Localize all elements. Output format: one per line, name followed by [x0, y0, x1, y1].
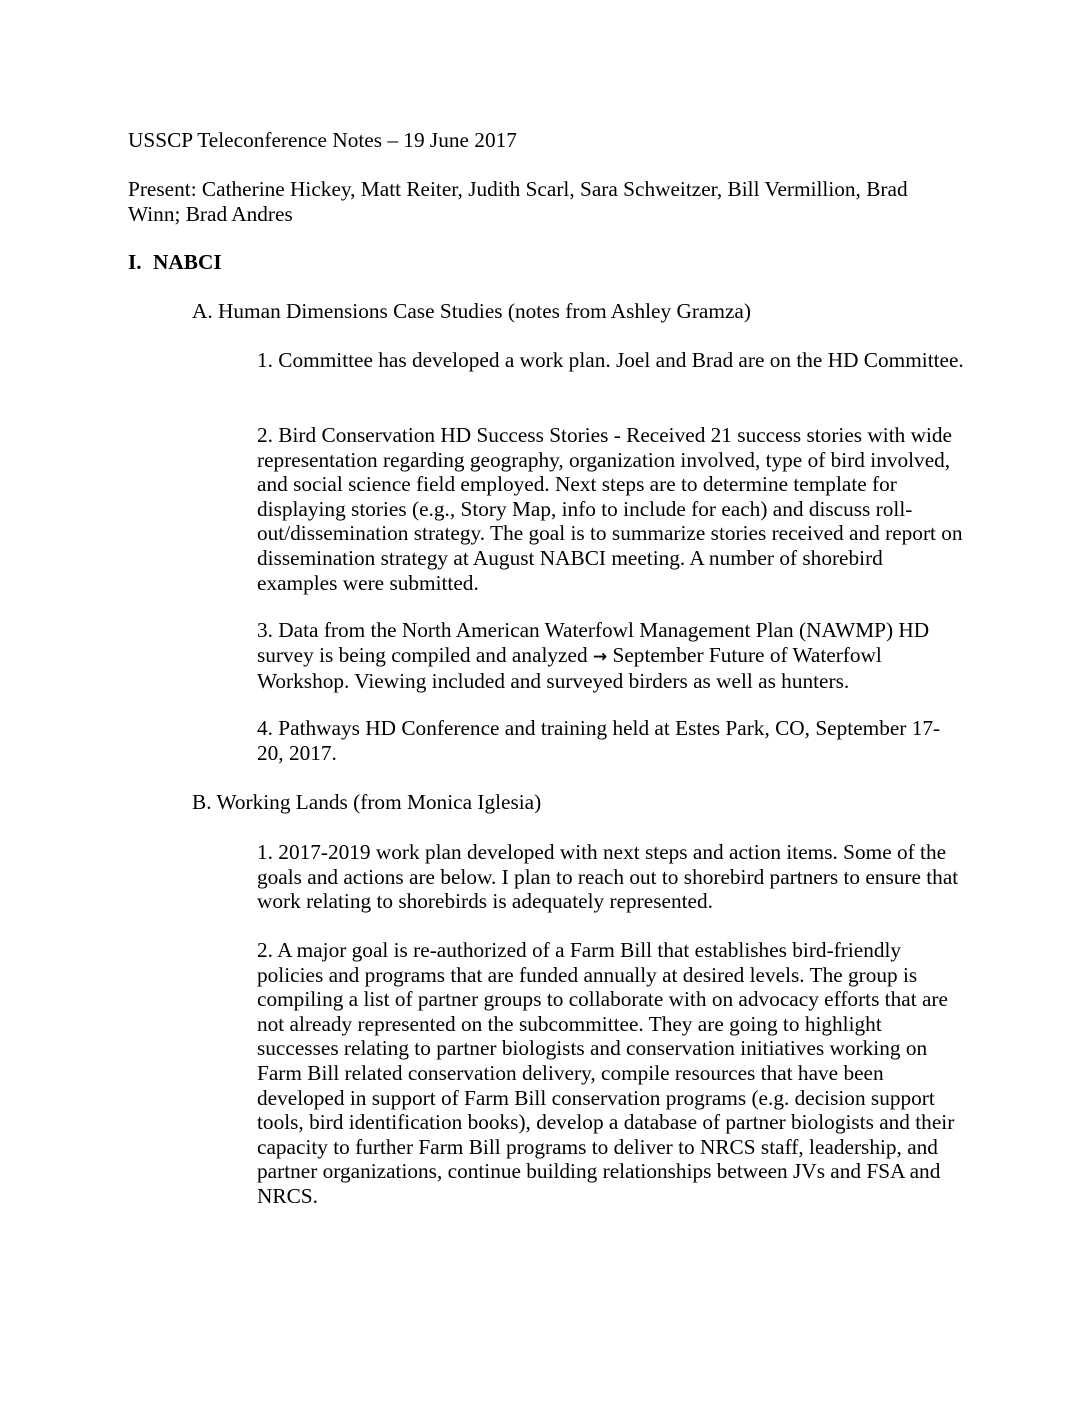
- item-3-text-end: September Future of Waterfowl Workshop. Viewing included and surveyed birders as well as hunters.: [257, 642, 882, 694]
- subsection-a-heading: A. Human Dimensions Case Studies (notes from Ashley Gramza): [192, 299, 751, 323]
- subsection-b-item-1: 1. 2017-2019 work plan developed with next steps and action items. Some of the goals and actions are below. I plan to reach out to shorebird partners to ensure that work relating to shorebirds is adequately represented.: [257, 840, 959, 914]
- document-title: USSCP Teleconference Notes – 19 June 2017: [128, 128, 517, 152]
- right-arrow-icon: →: [592, 646, 608, 667]
- section-number: I.: [128, 250, 142, 274]
- section-heading: [128, 250, 958, 275]
- subsection-a-item-1: 1. Committee has developed a work plan. Joel and Brad are on the HD Committee.: [257, 348, 964, 372]
- subsection-b-heading: B. Working Lands (from Monica Iglesia): [192, 790, 542, 814]
- subsection-a-item-4: 4. Pathways HD Conference and training held at Estes Park, CO, September 17-20, 2017.: [257, 716, 941, 765]
- item-3-text-start: 3. Data from the North American Waterfowl Management Plan (NAWMP) HD survey is being compiled and analyzed: [257, 618, 930, 667]
- section-title: NABCI: [153, 250, 222, 274]
- subsection-a-item-2: 2. Bird Conservation HD Success Stories - Received 21 success stories with wide representation regarding geography, organization involved, type of bird involved, and social science field employed. Next steps are to determine template for displaying stories (e.g., Story Map, info to include for each) and discuss roll-out/dissemination strategy. The goal is to summarize stories received and report on dissemination strategy at August NABCI meeting. A number of shorebird examples were submitted.: [257, 423, 963, 595]
- attendees-list: Present: Catherine Hickey, Matt Reiter, Judith Scarl, Sara Schweitzer, Bill Vermillion, Brad Winn; Brad Andres: [128, 177, 908, 226]
- subsection-a-item-3: [257, 618, 965, 694]
- subsection-b-item-2: 2. A major goal is re-authorized of a Farm Bill that establishes bird-friendly policies and programs that are funded annually at desired levels. The group is compiling a list of partner groups to collaborate with on advocacy efforts that are not already represented on the subcommittee. They are going to highlight successes relating to partner biologists and conservation initiatives working on Farm Bill related conservation delivery, compile resources that have been developed in support of Farm Bill conservation programs (e.g. decision support tools, bird identification books), develop a database of partner biologists and their capacity to further Farm Bill programs to deliver to NRCS staff, leadership, and partner organizations, continue building relationships between JVs and FSA and NRCS.: [257, 938, 955, 1208]
